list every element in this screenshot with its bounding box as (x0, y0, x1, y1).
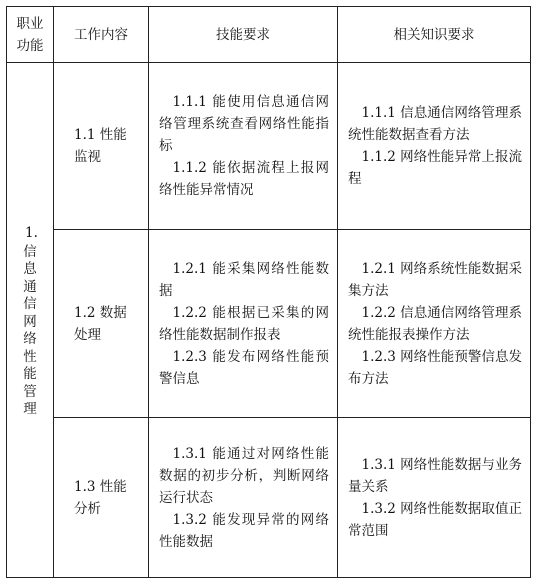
skills-table (6, 6, 531, 578)
function-name: 信息通信网络性能管理 (23, 243, 37, 417)
content-cell: 1.1 性能监视 (54, 63, 149, 230)
knowledge-item: 1.3.2 网络性能数据取值正常范围 (348, 500, 522, 539)
knowledge-item: 1.2.3 网络性能预警信息发布方法 (348, 348, 522, 387)
skill-item: 1.3.1 能通过对网络性能数据的初步分析，判断网络运行状态 (159, 445, 329, 506)
header-content: 工作内容 (54, 7, 149, 63)
knowledge-item: 1.2.1 网络系统性能数据采集方法 (348, 260, 522, 299)
knowledge-item: 1.1.2 网络性能异常上报流程 (348, 149, 522, 187)
header-knowledge: 相关知识要求 (338, 7, 531, 63)
header-skills: 技能要求 (149, 7, 338, 63)
knowledge-cell (338, 230, 531, 418)
function-number: 1. (25, 224, 38, 241)
content-cell: 1.2 数据处理 (54, 230, 149, 418)
knowledge-cell (338, 63, 531, 230)
content-cell: 1.3 性能分析 (54, 418, 149, 578)
knowledge-cell (338, 418, 531, 578)
skill-item: 1.2.2 能根据已采集的网络性能数据制作报表 (159, 304, 329, 343)
skills-cell (149, 63, 338, 230)
header-row (7, 7, 531, 63)
skill-item: 1.2.3 能发布网络性能预警信息 (159, 348, 329, 387)
skill-item: 1.1.1 能使用信息通信网络管理系统查看网络性能指标 (159, 94, 329, 154)
table-row (7, 230, 531, 418)
knowledge-item: 1.2.2 信息通信网络管理系统性能报表操作方法 (348, 304, 522, 343)
header-function: 职业功能 (7, 7, 54, 63)
skill-item: 1.2.1 能采集网络性能数据 (159, 260, 329, 299)
function-cell (7, 63, 54, 578)
skills-cell (149, 418, 338, 578)
knowledge-item: 1.3.1 网络性能数据与业务量关系 (348, 456, 522, 495)
table-row (7, 63, 531, 230)
skills-cell (149, 230, 338, 418)
skill-item: 1.3.2 能发现异常的网络性能数据 (159, 511, 329, 550)
table-row (7, 418, 531, 578)
knowledge-item: 1.1.1 信息通信网络管理系统性能数据查看方法 (348, 105, 522, 143)
skill-item: 1.1.2 能依据流程上报网络性能异常情况 (159, 160, 329, 198)
